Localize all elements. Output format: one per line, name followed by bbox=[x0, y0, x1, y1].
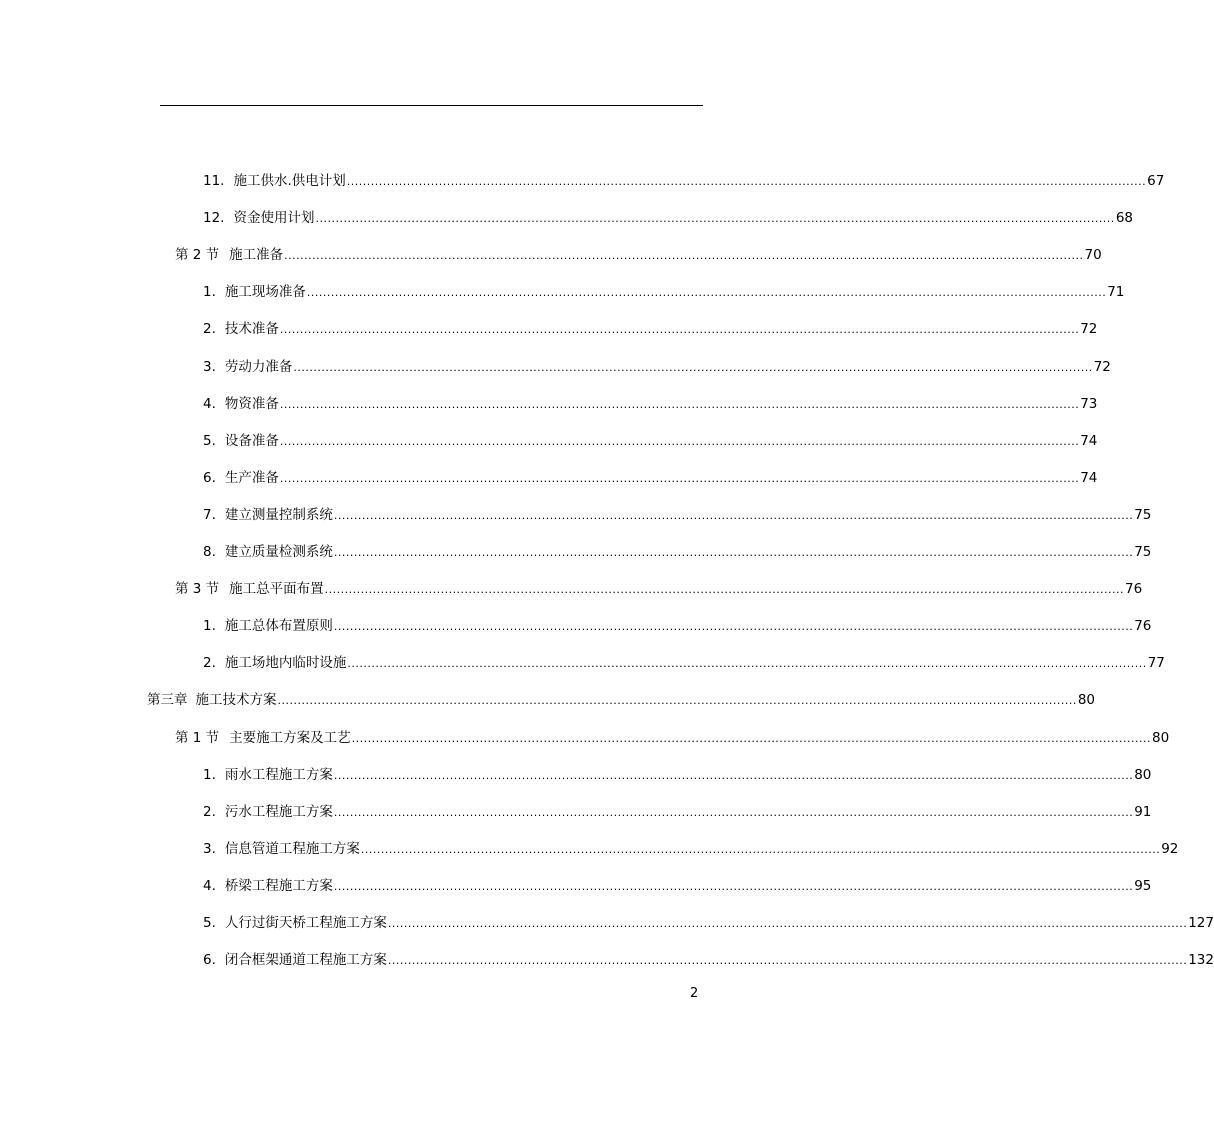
toc-entry-number: 6. bbox=[203, 470, 216, 486]
toc-entry[interactable] bbox=[175, 245, 1102, 265]
toc-entry-page: 80 bbox=[1134, 767, 1152, 783]
toc-entry[interactable] bbox=[203, 542, 1152, 562]
toc-dot-leader: ........................................................................................................................................................................................................ bbox=[279, 323, 1080, 336]
toc-entry-page: 74 bbox=[1080, 433, 1098, 449]
toc-entry[interactable] bbox=[203, 616, 1152, 636]
toc-dot-leader: ........................................................................................................................................................................................................ bbox=[333, 880, 1134, 893]
toc-entry[interactable] bbox=[203, 839, 1179, 859]
toc-entry-page: 68 bbox=[1115, 210, 1133, 226]
toc-dot-leader: ........................................................................................................................................................................................................ bbox=[351, 732, 1151, 745]
toc-entry-page: 72 bbox=[1093, 359, 1111, 375]
toc-entry[interactable] bbox=[203, 505, 1152, 525]
toc-dot-leader: ........................................................................................................................................................................................................ bbox=[277, 694, 1077, 707]
toc-entry-number: 5. bbox=[203, 915, 216, 931]
toc-dot-leader: ........................................................................................................................................................................................................ bbox=[284, 249, 1084, 262]
toc-entry[interactable] bbox=[147, 690, 1096, 710]
toc-dot-leader: ........................................................................................................................................................................................................ bbox=[333, 509, 1134, 522]
toc-entry-title: 建立测量控制系统 bbox=[224, 507, 333, 523]
toc-entry[interactable] bbox=[203, 876, 1152, 896]
toc-dot-leader: ........................................................................................................................................................................................................ bbox=[387, 917, 1188, 930]
toc-entry-number: 11. bbox=[203, 173, 225, 189]
toc-entry[interactable] bbox=[175, 579, 1143, 599]
toc-entry-title: 雨水工程施工方案 bbox=[224, 767, 333, 783]
toc-dot-leader: ........................................................................................................................................................................................................ bbox=[360, 843, 1161, 856]
toc-entry[interactable] bbox=[175, 728, 1170, 748]
toc-entry-number: 12. bbox=[203, 210, 225, 226]
toc-entry-title: 劳动力准备 bbox=[224, 359, 293, 375]
toc-entry-page: 95 bbox=[1134, 878, 1152, 894]
toc-entry[interactable] bbox=[203, 208, 1133, 228]
toc-entry[interactable] bbox=[203, 950, 1214, 970]
toc-entry-number: 7. bbox=[203, 507, 216, 523]
toc-entry-number: 第 2 节 bbox=[175, 247, 220, 263]
toc-entry[interactable] bbox=[203, 357, 1111, 377]
toc-entry-number: 1. bbox=[203, 767, 216, 783]
toc-entry-title: 施工技术方案 bbox=[195, 692, 277, 708]
toc-entry-page: 80 bbox=[1152, 730, 1170, 746]
toc-entry-page: 77 bbox=[1147, 655, 1165, 671]
toc-entry-number: 8. bbox=[203, 544, 216, 560]
toc-entry-number: 2. bbox=[203, 321, 216, 337]
toc-entry[interactable] bbox=[203, 653, 1165, 673]
toc-entry-title: 主要施工方案及工艺 bbox=[229, 730, 351, 746]
toc-entry-title: 建立质量检测系统 bbox=[224, 544, 333, 560]
toc-entry-number: 第 1 节 bbox=[175, 730, 220, 746]
toc-entry-title: 施工供水.供电计划 bbox=[233, 173, 346, 189]
toc-entry-title: 施工准备 bbox=[229, 247, 284, 263]
toc-dot-leader: ........................................................................................................................................................................................................ bbox=[306, 286, 1107, 299]
toc-entry-page: 132 bbox=[1188, 952, 1214, 968]
toc-entry-title: 资金使用计划 bbox=[233, 210, 315, 226]
toc-entry-page: 80 bbox=[1077, 692, 1096, 708]
toc-entry-title: 桥梁工程施工方案 bbox=[224, 878, 333, 894]
toc-entry[interactable] bbox=[203, 468, 1098, 488]
toc-entry-page: 75 bbox=[1134, 544, 1152, 560]
toc-entry-title: 技术准备 bbox=[224, 321, 279, 337]
toc-entry-number: 第三章 bbox=[147, 692, 188, 708]
toc-entry-number: 2. bbox=[203, 804, 216, 820]
toc-dot-leader: ........................................................................................................................................................................................................ bbox=[315, 212, 1115, 225]
toc-dot-leader: ........................................................................................................................................................................................................ bbox=[333, 620, 1134, 633]
toc-entry-page: 91 bbox=[1134, 804, 1152, 820]
toc-entry[interactable] bbox=[203, 765, 1152, 785]
toc-entry-title: 施工总体布置原则 bbox=[224, 618, 333, 634]
toc-entry-title: 人行过街天桥工程施工方案 bbox=[224, 915, 387, 931]
toc-dot-leader: ........................................................................................................................................................................................................ bbox=[387, 954, 1188, 967]
toc-entry-title: 施工现场准备 bbox=[224, 284, 306, 300]
toc-dot-leader: ........................................................................................................................................................................................................ bbox=[347, 657, 1147, 670]
toc-entry-number: 5. bbox=[203, 433, 216, 449]
toc-entry-number: 4. bbox=[203, 878, 216, 894]
toc-entry-number: 3. bbox=[203, 359, 216, 375]
toc-entry[interactable] bbox=[203, 282, 1125, 302]
toc-entry-title: 施工总平面布置 bbox=[229, 581, 324, 597]
toc-dot-leader: ........................................................................................................................................................................................................ bbox=[279, 398, 1080, 411]
toc-entry-page: 75 bbox=[1134, 507, 1152, 523]
page-number: 2 bbox=[690, 986, 699, 1001]
toc-entry-number: 6. bbox=[203, 952, 216, 968]
toc-entry-page: 70 bbox=[1084, 247, 1102, 263]
toc-dot-leader: ........................................................................................................................................................................................................ bbox=[333, 769, 1134, 782]
toc-dot-leader: ........................................................................................................................................................................................................ bbox=[333, 546, 1134, 559]
toc-entry[interactable] bbox=[203, 802, 1152, 822]
toc-entry-page: 67 bbox=[1147, 173, 1165, 189]
toc-entry[interactable] bbox=[203, 319, 1098, 339]
toc-entry-number: 4. bbox=[203, 396, 216, 412]
toc-dot-leader: ........................................................................................................................................................................................................ bbox=[324, 583, 1124, 596]
toc-entry-number: 1. bbox=[203, 618, 216, 634]
toc-entry-number: 3. bbox=[203, 841, 216, 857]
toc-dot-leader: ........................................................................................................................................................................................................ bbox=[293, 361, 1093, 374]
toc-entry-page: 71 bbox=[1107, 284, 1125, 300]
toc-entry-page: 92 bbox=[1161, 841, 1179, 857]
toc-dot-leader: ........................................................................................................................................................................................................ bbox=[279, 435, 1080, 448]
toc-entry-page: 74 bbox=[1080, 470, 1098, 486]
toc-entry-page: 73 bbox=[1080, 396, 1098, 412]
toc-entry[interactable] bbox=[203, 171, 1165, 191]
toc-dot-leader: ........................................................................................................................................................................................................ bbox=[333, 806, 1134, 819]
toc-entry-title: 污水工程施工方案 bbox=[224, 804, 333, 820]
toc-entry-title: 物资准备 bbox=[224, 396, 279, 412]
toc-entry-title: 设备准备 bbox=[224, 433, 279, 449]
toc-entry-page: 76 bbox=[1125, 581, 1143, 597]
toc-entry-title: 生产准备 bbox=[224, 470, 279, 486]
toc-entry-title: 闭合框架通道工程施工方案 bbox=[224, 952, 387, 968]
toc-entry-page: 127 bbox=[1188, 915, 1214, 931]
toc-entry[interactable] bbox=[203, 394, 1098, 414]
toc-entry-number: 第 3 节 bbox=[175, 581, 220, 597]
toc-entry-number: 2. bbox=[203, 655, 216, 671]
toc-entry[interactable] bbox=[203, 431, 1098, 451]
toc-dot-leader: ........................................................................................................................................................................................................ bbox=[279, 472, 1080, 485]
toc-entry-page: 72 bbox=[1080, 321, 1098, 337]
toc-entry-title: 施工场地内临时设施 bbox=[224, 655, 347, 671]
toc-entry-title: 信息管道工程施工方案 bbox=[224, 841, 360, 857]
toc-dot-leader: ........................................................................................................................................................................................................ bbox=[346, 175, 1147, 188]
toc-entry[interactable] bbox=[203, 913, 1214, 933]
toc-entry-page: 76 bbox=[1134, 618, 1152, 634]
toc-entry-number: 1. bbox=[203, 284, 216, 300]
